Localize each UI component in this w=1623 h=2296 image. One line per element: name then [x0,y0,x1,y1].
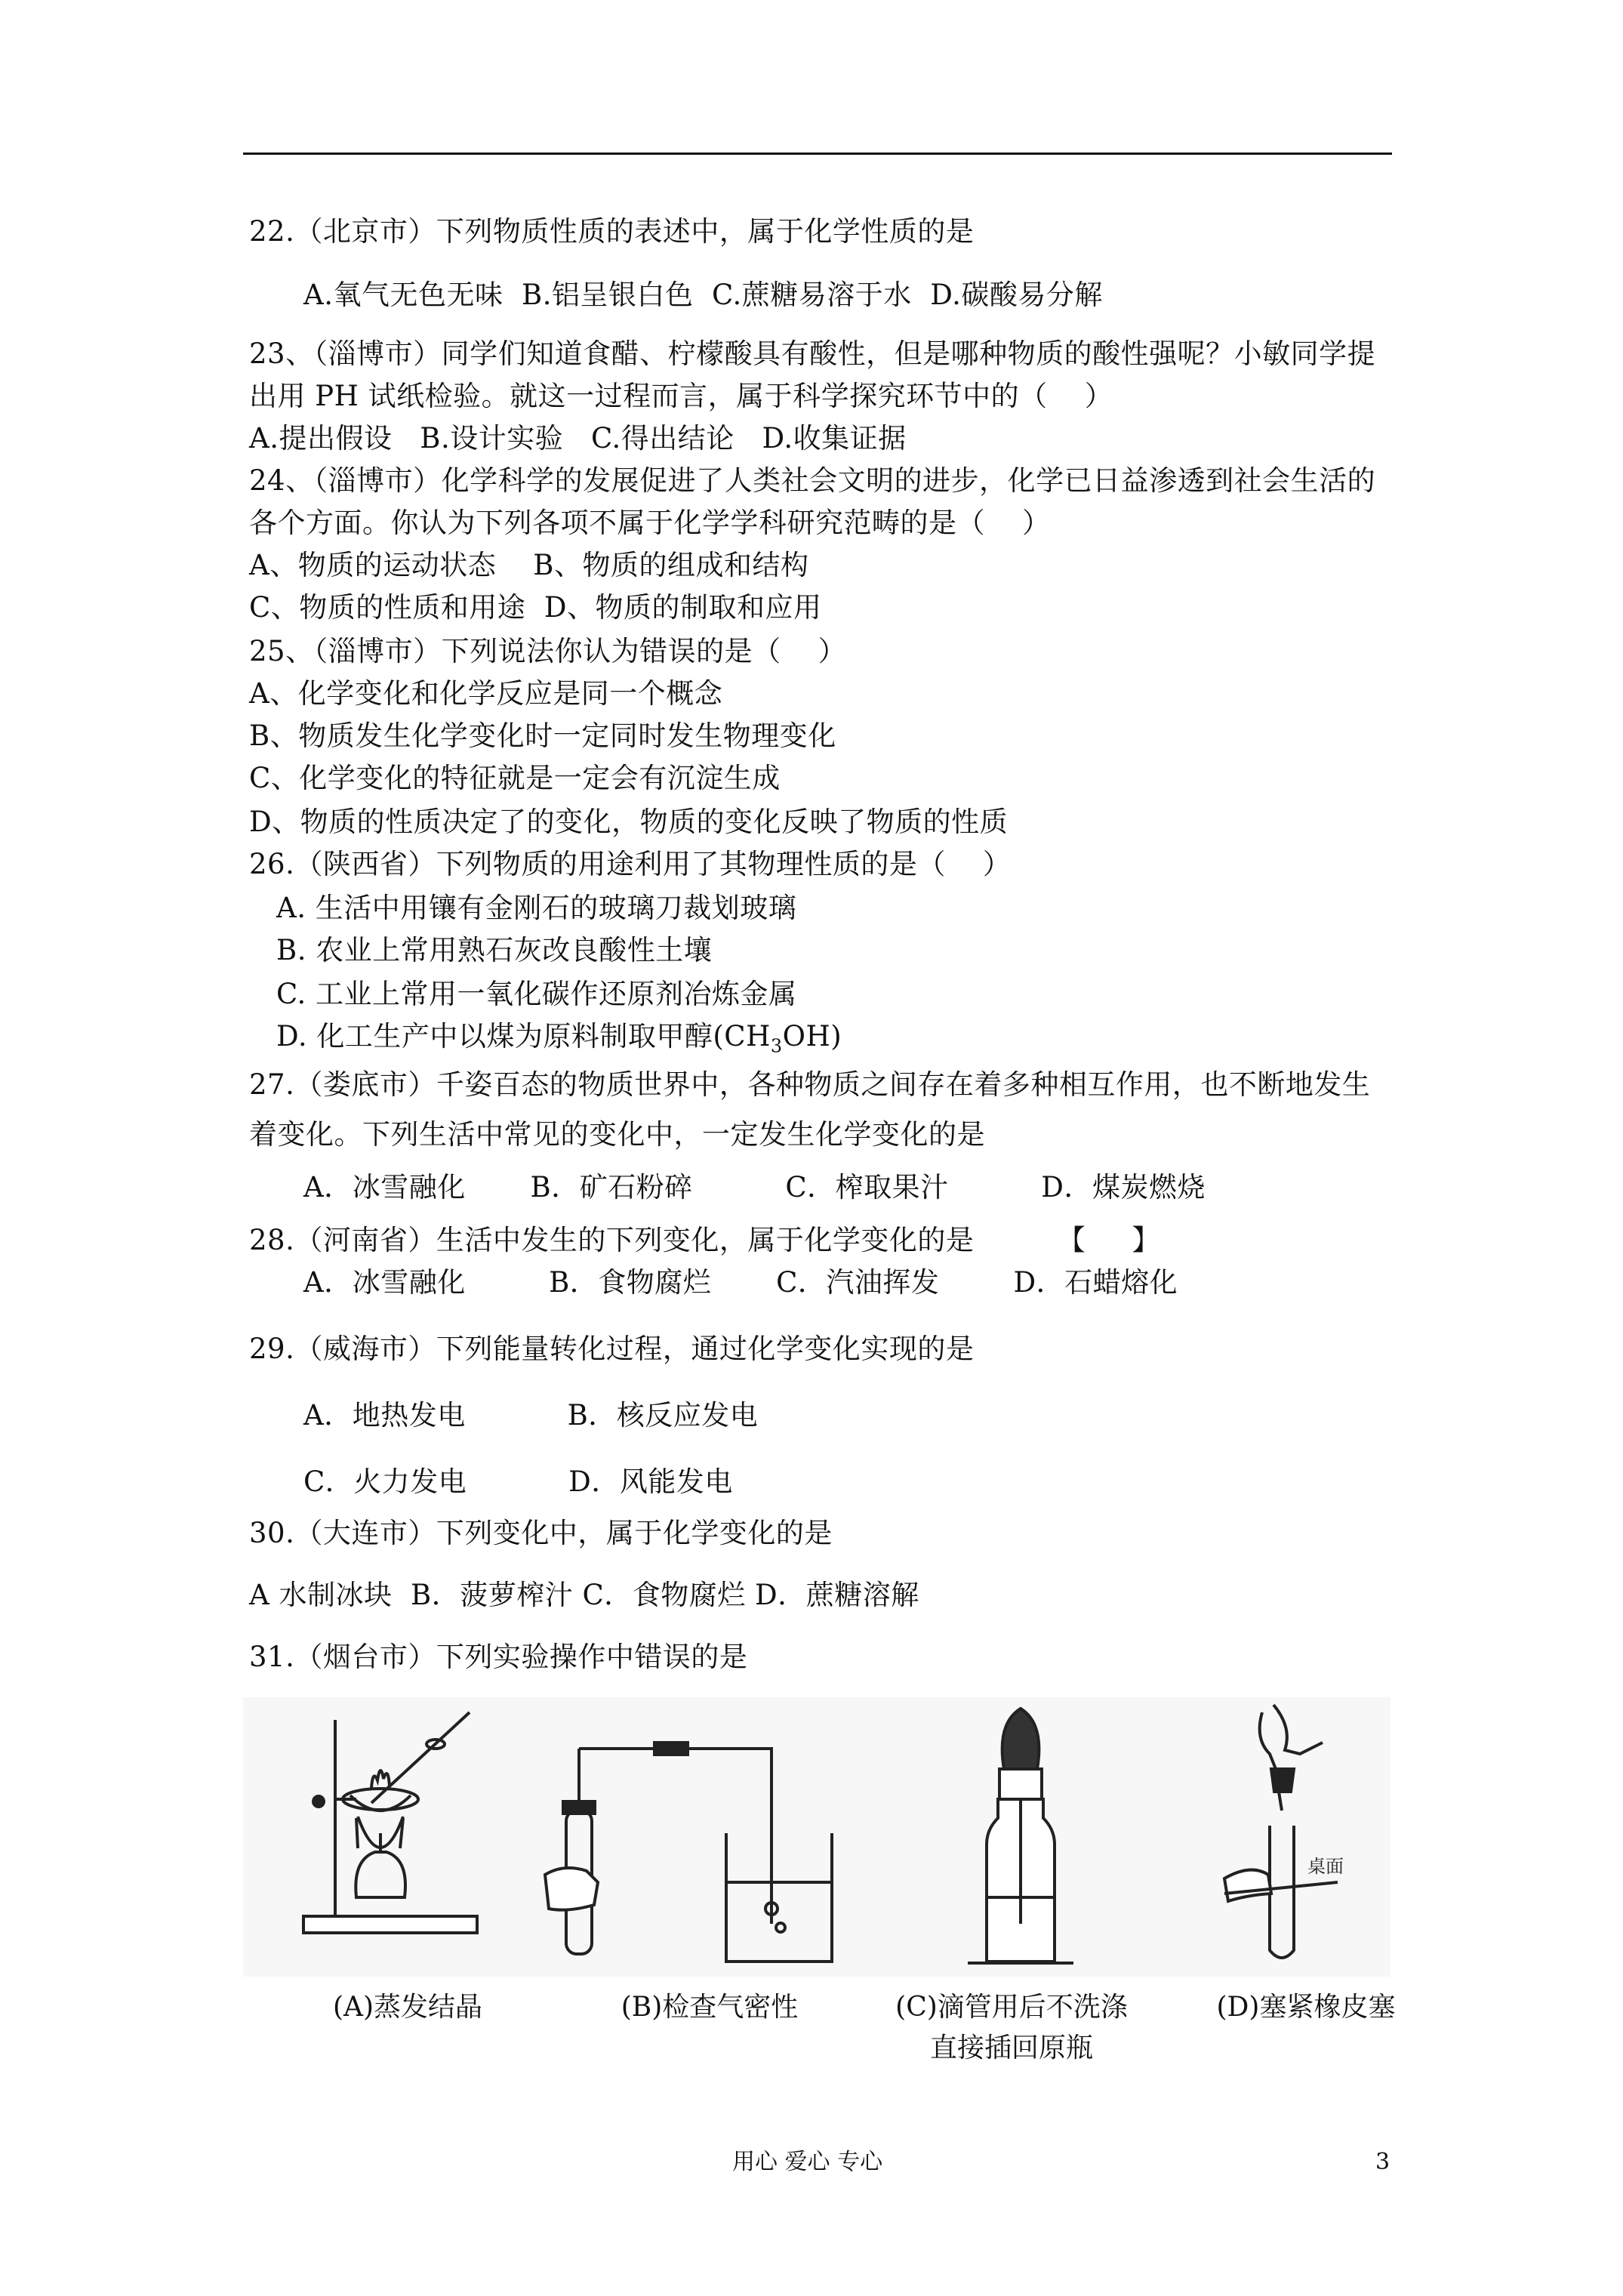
caption-a: (A)蒸发结晶 [332,1992,483,2023]
question-24-options-cd: C、物质的性质和用途 D、物质的制取和应用 [249,591,822,624]
question-25-option-b: B、物质发生化学变化时一定同时发生物理变化 [249,720,836,752]
question-23-line1: 23、（淄博市）同学们知道食醋、柠檬酸具有酸性，但是哪种物质的酸性强呢？小敏同学提 [249,337,1376,370]
question-27-line2: 着变化。下列生活中常见的变化中，一定发生化学变化的是 [249,1118,985,1151]
question-31: 31.（烟台市）下列实验操作中错误的是 [249,1641,748,1673]
question-28: 28.（河南省）生活中发生的下列变化，属于化学变化的是 【 】 [249,1224,1160,1256]
methanol-subscript: 3 [770,1035,783,1057]
question-23-options: A.提出假设 B.设计实验 C.得出结论 D.收集证据 [249,422,907,455]
question-25-option-c: C、化学变化的特征就是一定会有沉淀生成 [249,762,781,794]
question-29-options-cd: C．火力发电 D．风能发电 [303,1465,733,1498]
header-rule [243,153,1392,155]
caption-c-line1: (C)滴管用后不洗涤 [895,1992,1128,2023]
question-25-option-d: D、物质的性质决定了的变化，物质的变化反映了物质的性质 [249,806,1009,838]
question-30-options: A 水制冰块 B．菠萝榨汁 C．食物腐烂 D．蔗糖溶解 [249,1579,919,1611]
question-24-options-ab: A、物质的运动状态 B、物质的组成和结构 [249,549,809,581]
caption-b: (B)检查气密性 [621,1992,799,2023]
question-26-option-d-end: OH) [782,1020,842,1052]
desk-label: 桌面 [1307,1856,1344,1877]
question-27-line1: 27.（娄底市）千姿百态的物质世界中，各种物质之间存在着多种相互作用，也不断地发生 [249,1068,1371,1101]
question-28-options: A．冰雪融化 B．食物腐烂 C．汽油挥发 D．石蜡熔化 [303,1266,1178,1299]
question-26-option-d-text: D. 化工生产中以煤为原料制取甲醇(CH [276,1020,771,1052]
question-26: 26.（陕西省）下列物质的用途利用了其物理性质的是（ ） [249,848,1012,880]
question-26-option-a: A. 生活中用镶有金刚石的玻璃刀裁划玻璃 [276,892,797,924]
footer-motto: 用心 爱心 专心 [732,2149,883,2175]
question-22: 22.（北京市）下列物质性质的表述中，属于化学性质的是 [249,215,975,248]
question-25-option-a: A、化学变化和化学反应是同一个概念 [249,677,723,710]
question-27-options: A．冰雪融化 B．矿石粉碎 C．榨取果汁 D．煤炭燃烧 [303,1171,1206,1203]
question-30: 30.（大连市）下列变化中，属于化学变化的是 [249,1517,833,1549]
caption-c-line2: 直接插回原瓶 [929,2032,1093,2063]
lab-operations-figure [243,1697,1390,1977]
question-24-line2: 各个方面。你认为下列各项不属于化学学科研究范畴的是（ ） [249,507,1051,539]
question-26-option-c: C. 工业上常用一氧化碳作还原剂冶炼金属 [276,978,797,1010]
question-24-line1: 24、（淄博市）化学科学的发展促进了人类社会文明的进步，化学已日益渗透到社会生活的 [249,464,1376,497]
question-23-line2: 出用 PH 试纸检验。就这一过程而言，属于科学探究环节中的（ ） [249,380,1113,412]
question-29-options-ab: A．地热发电 B．核反应发电 [303,1399,759,1432]
caption-d: (D)塞紧橡皮塞 [1216,1992,1396,2023]
page-number: 3 [1375,2149,1390,2175]
question-26-option-b: B. 农业上常用熟石灰改良酸性土壤 [276,934,713,966]
question-29: 29.（威海市）下列能量转化过程，通过化学变化实现的是 [249,1333,975,1365]
question-25: 25、（淄博市）下列说法你认为错误的是（ ） [249,635,847,667]
question-22-options: A.氧气无色无味 B.铝呈银白色 C.蔗糖易溶于水 D.碳酸易分解 [303,279,1103,311]
question-26-option-d [276,1019,842,1063]
